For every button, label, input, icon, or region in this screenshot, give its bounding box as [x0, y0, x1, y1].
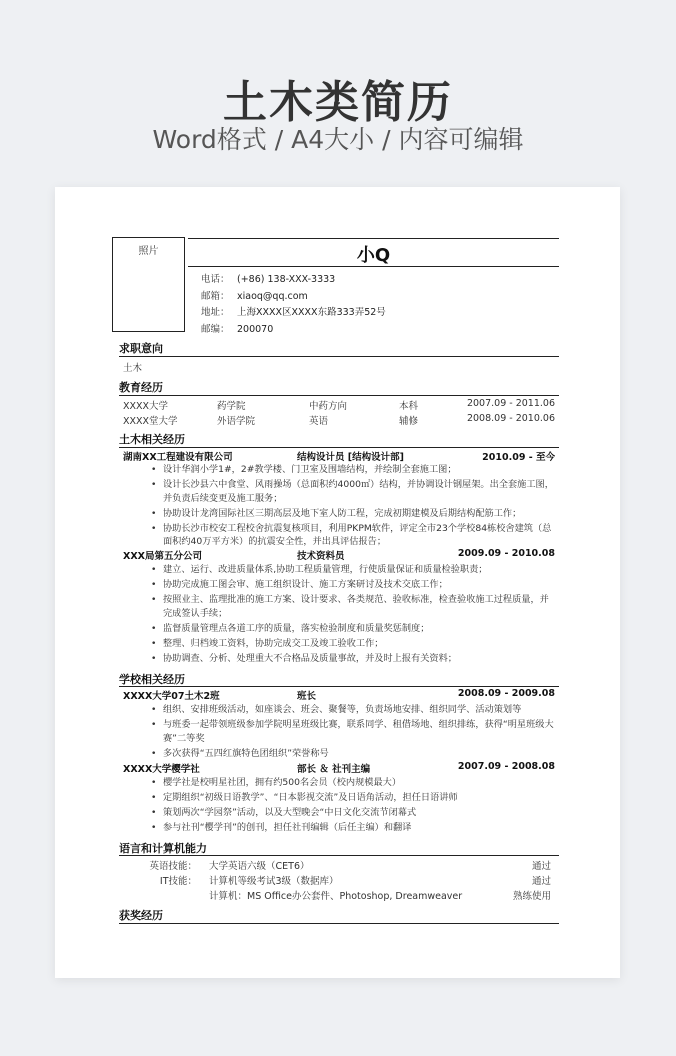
- job-bullets: [151, 563, 555, 667]
- edu-major: 英语: [309, 416, 329, 427]
- contact-value: xiaoq@qq.com: [237, 291, 308, 302]
- job-role: 结构设计员 [结构设计部]: [297, 452, 404, 463]
- section-rule: [119, 923, 559, 924]
- job-company: XXX局第五分公司: [123, 551, 202, 562]
- job-bullets: [151, 776, 555, 836]
- job-period: 2010.09 - 至今: [482, 452, 555, 463]
- bullet-item: • 组织、安排班级活动，如座谈会、班会、聚餐等，负责场地安排、组织同学、活动策划等: [151, 703, 555, 717]
- section-title-awards: 获奖经历: [119, 909, 163, 922]
- skill-level: 通过: [531, 861, 551, 872]
- edu-school: XXXX大学: [123, 401, 169, 412]
- section-rule: [119, 395, 559, 396]
- contact-value: 上海XXXX区XXXX东路333弄52号: [237, 307, 386, 318]
- job-header: [123, 449, 555, 462]
- job-header: [123, 688, 555, 701]
- contact-label: 邮编：: [201, 324, 230, 335]
- job-period: 2007.09 - 2008.08: [457, 761, 555, 772]
- skill-item: 计算机等级考试3级（数据库）: [209, 876, 339, 887]
- skill-row: [119, 858, 559, 871]
- job-bullets: [151, 463, 555, 550]
- contact-postcode: [201, 321, 273, 335]
- skill-label: IT技能：: [159, 876, 197, 887]
- bullet-item: • 协助设计龙湾国际社区三期高层及地下室人防工程，完成初期建模及后期结构配筋工作；: [151, 507, 555, 521]
- photo-placeholder: 照片: [112, 237, 185, 332]
- contact-address: [201, 304, 386, 318]
- contact-value: 200070: [237, 324, 274, 335]
- education-row: [123, 413, 555, 426]
- bullet-item: • 多次获得“五四红旗特色团组织”荣誉称号: [151, 747, 555, 761]
- skill-level: 通过: [531, 876, 551, 887]
- bullet-item: • 策划两次“学园祭”活动，以及大型晚会“中日文化交流节闭幕式: [151, 806, 555, 820]
- job-bullets: [151, 703, 555, 762]
- job-period: 2009.09 - 2010.08: [457, 548, 555, 559]
- bullet-item: • 设计华润小学1#，2#教学楼、门卫室及围墙结构，并绘制全套施工图；: [151, 463, 555, 477]
- job-company: 湖南XX工程建设有限公司: [123, 452, 233, 463]
- job-role: 部长 ＆ 社刊主编: [297, 764, 371, 775]
- bullet-item: • 设计长沙县六中食堂、风雨操场（总面积约4000㎡）结构，并协调设计钢屋架。出全套施工图，并负责后续变更及施工服务；: [151, 478, 555, 505]
- job-period: 2008.09 - 2009.08: [457, 688, 555, 699]
- section-title-work: 土木相关经历: [119, 433, 185, 446]
- candidate-name: 小Q: [356, 245, 391, 266]
- bullet-item: • 按照业主、监理批准的施工方案、设计要求、各类规范、验收标准，检查验收施工过程质量，并完成签认手续；: [151, 593, 555, 620]
- contact-value: (+86) 138-XXX-3333: [237, 274, 336, 285]
- bullet-item: • 监督质量管理点各道工序的质量，落实检验制度和质量奖惩制度；: [151, 622, 555, 636]
- skill-row: [119, 888, 559, 901]
- contact-phone: [201, 271, 335, 285]
- hero-subtitle: Word格式 / A4大小 / 内容可编辑: [152, 125, 524, 154]
- skill-item: 大学英语六级（CET6）: [209, 861, 310, 872]
- edu-school: XXXX堂大学: [123, 416, 178, 427]
- contact-label: 邮箱：: [201, 291, 230, 302]
- bullet-item: • 樱学社是校明星社团，拥有约500名会员（校内规模最大）: [151, 776, 555, 790]
- contact-label: 电话：: [201, 274, 230, 285]
- bullet-item: • 整理、归档竣工资料，协助完成交工及竣工验收工作；: [151, 637, 555, 651]
- edu-degree: 辅修: [399, 416, 419, 427]
- skill-row: [119, 873, 559, 886]
- section-rule: [119, 686, 559, 687]
- resume-paper: [55, 187, 620, 978]
- bullet-item: • 建立、运行、改进质量体系,协助工程质量管理，行使质量保证和质量检验职责；: [151, 563, 555, 577]
- bullet-item: • 定期组织“初级日语教学”、“日本影视交流”及日语角活动，担任日语讲师: [151, 791, 555, 805]
- section-title-skills: 语言和计算机能力: [119, 842, 207, 855]
- skill-level: 熟练使用: [512, 891, 551, 902]
- edu-major: 中药方向: [309, 401, 348, 412]
- job-role: 技术资料员: [297, 551, 345, 562]
- section-rule: [119, 356, 559, 357]
- edu-period: 2008.09 - 2010.06: [466, 413, 555, 424]
- objective-text: 土木: [123, 363, 143, 374]
- section-title-education: 教育经历: [119, 381, 163, 394]
- section-rule: [119, 855, 559, 856]
- job-header: [123, 761, 555, 774]
- section-title-campus: 学校相关经历: [119, 673, 185, 686]
- bullet-item: • 协助长沙市校安工程校舍抗震复核项目，利用PKPM软件，评定全市23个学校84栋校舍建筑（总面积约40万平方米）的抗震安全性，并出具评估报告；: [151, 522, 555, 549]
- job-org: XXXX大学07土木2班: [123, 691, 220, 702]
- bullet-item: • 与班委一起带领班级参加学院明星班级比赛，联系同学、租借场地、组织排练，获得“明星班级大赛”二等奖: [151, 718, 555, 745]
- bullet-item: • 协助调查、分析、处理重大不合格品及质量事故，并及时上报有关资料；: [151, 652, 555, 666]
- section-title-objective: 求职意向: [119, 342, 163, 355]
- contact-email: [201, 288, 308, 302]
- education-row: [123, 398, 555, 411]
- name-rule-top: [188, 238, 559, 239]
- section-rule: [119, 447, 559, 448]
- edu-degree: 本科: [399, 401, 419, 412]
- job-header: [123, 548, 555, 561]
- edu-college: 药学院: [217, 401, 246, 412]
- edu-college: 外语学院: [217, 416, 256, 427]
- skill-label: 英语技能：: [149, 861, 197, 872]
- contact-label: 地址：: [201, 307, 230, 318]
- bullet-item: • 参与社刊“樱学刊”的创刊，担任社刊编辑（后任主编）和翻译: [151, 821, 555, 835]
- objective-value: [123, 360, 555, 373]
- bullet-item: • 协助完成施工图会审、施工组织设计、施工方案研讨及技术交底工作；: [151, 578, 555, 592]
- edu-period: 2007.09 - 2011.06: [466, 398, 555, 409]
- job-org: XXXX大学樱学社: [123, 764, 200, 775]
- hero-title: 土木类简历: [223, 77, 453, 128]
- job-role: 班长: [297, 691, 317, 702]
- name-rule-bottom: [188, 266, 559, 267]
- skill-item: 计算机：MS Office办公套件、Photoshop, Dreamweaver: [209, 891, 463, 902]
